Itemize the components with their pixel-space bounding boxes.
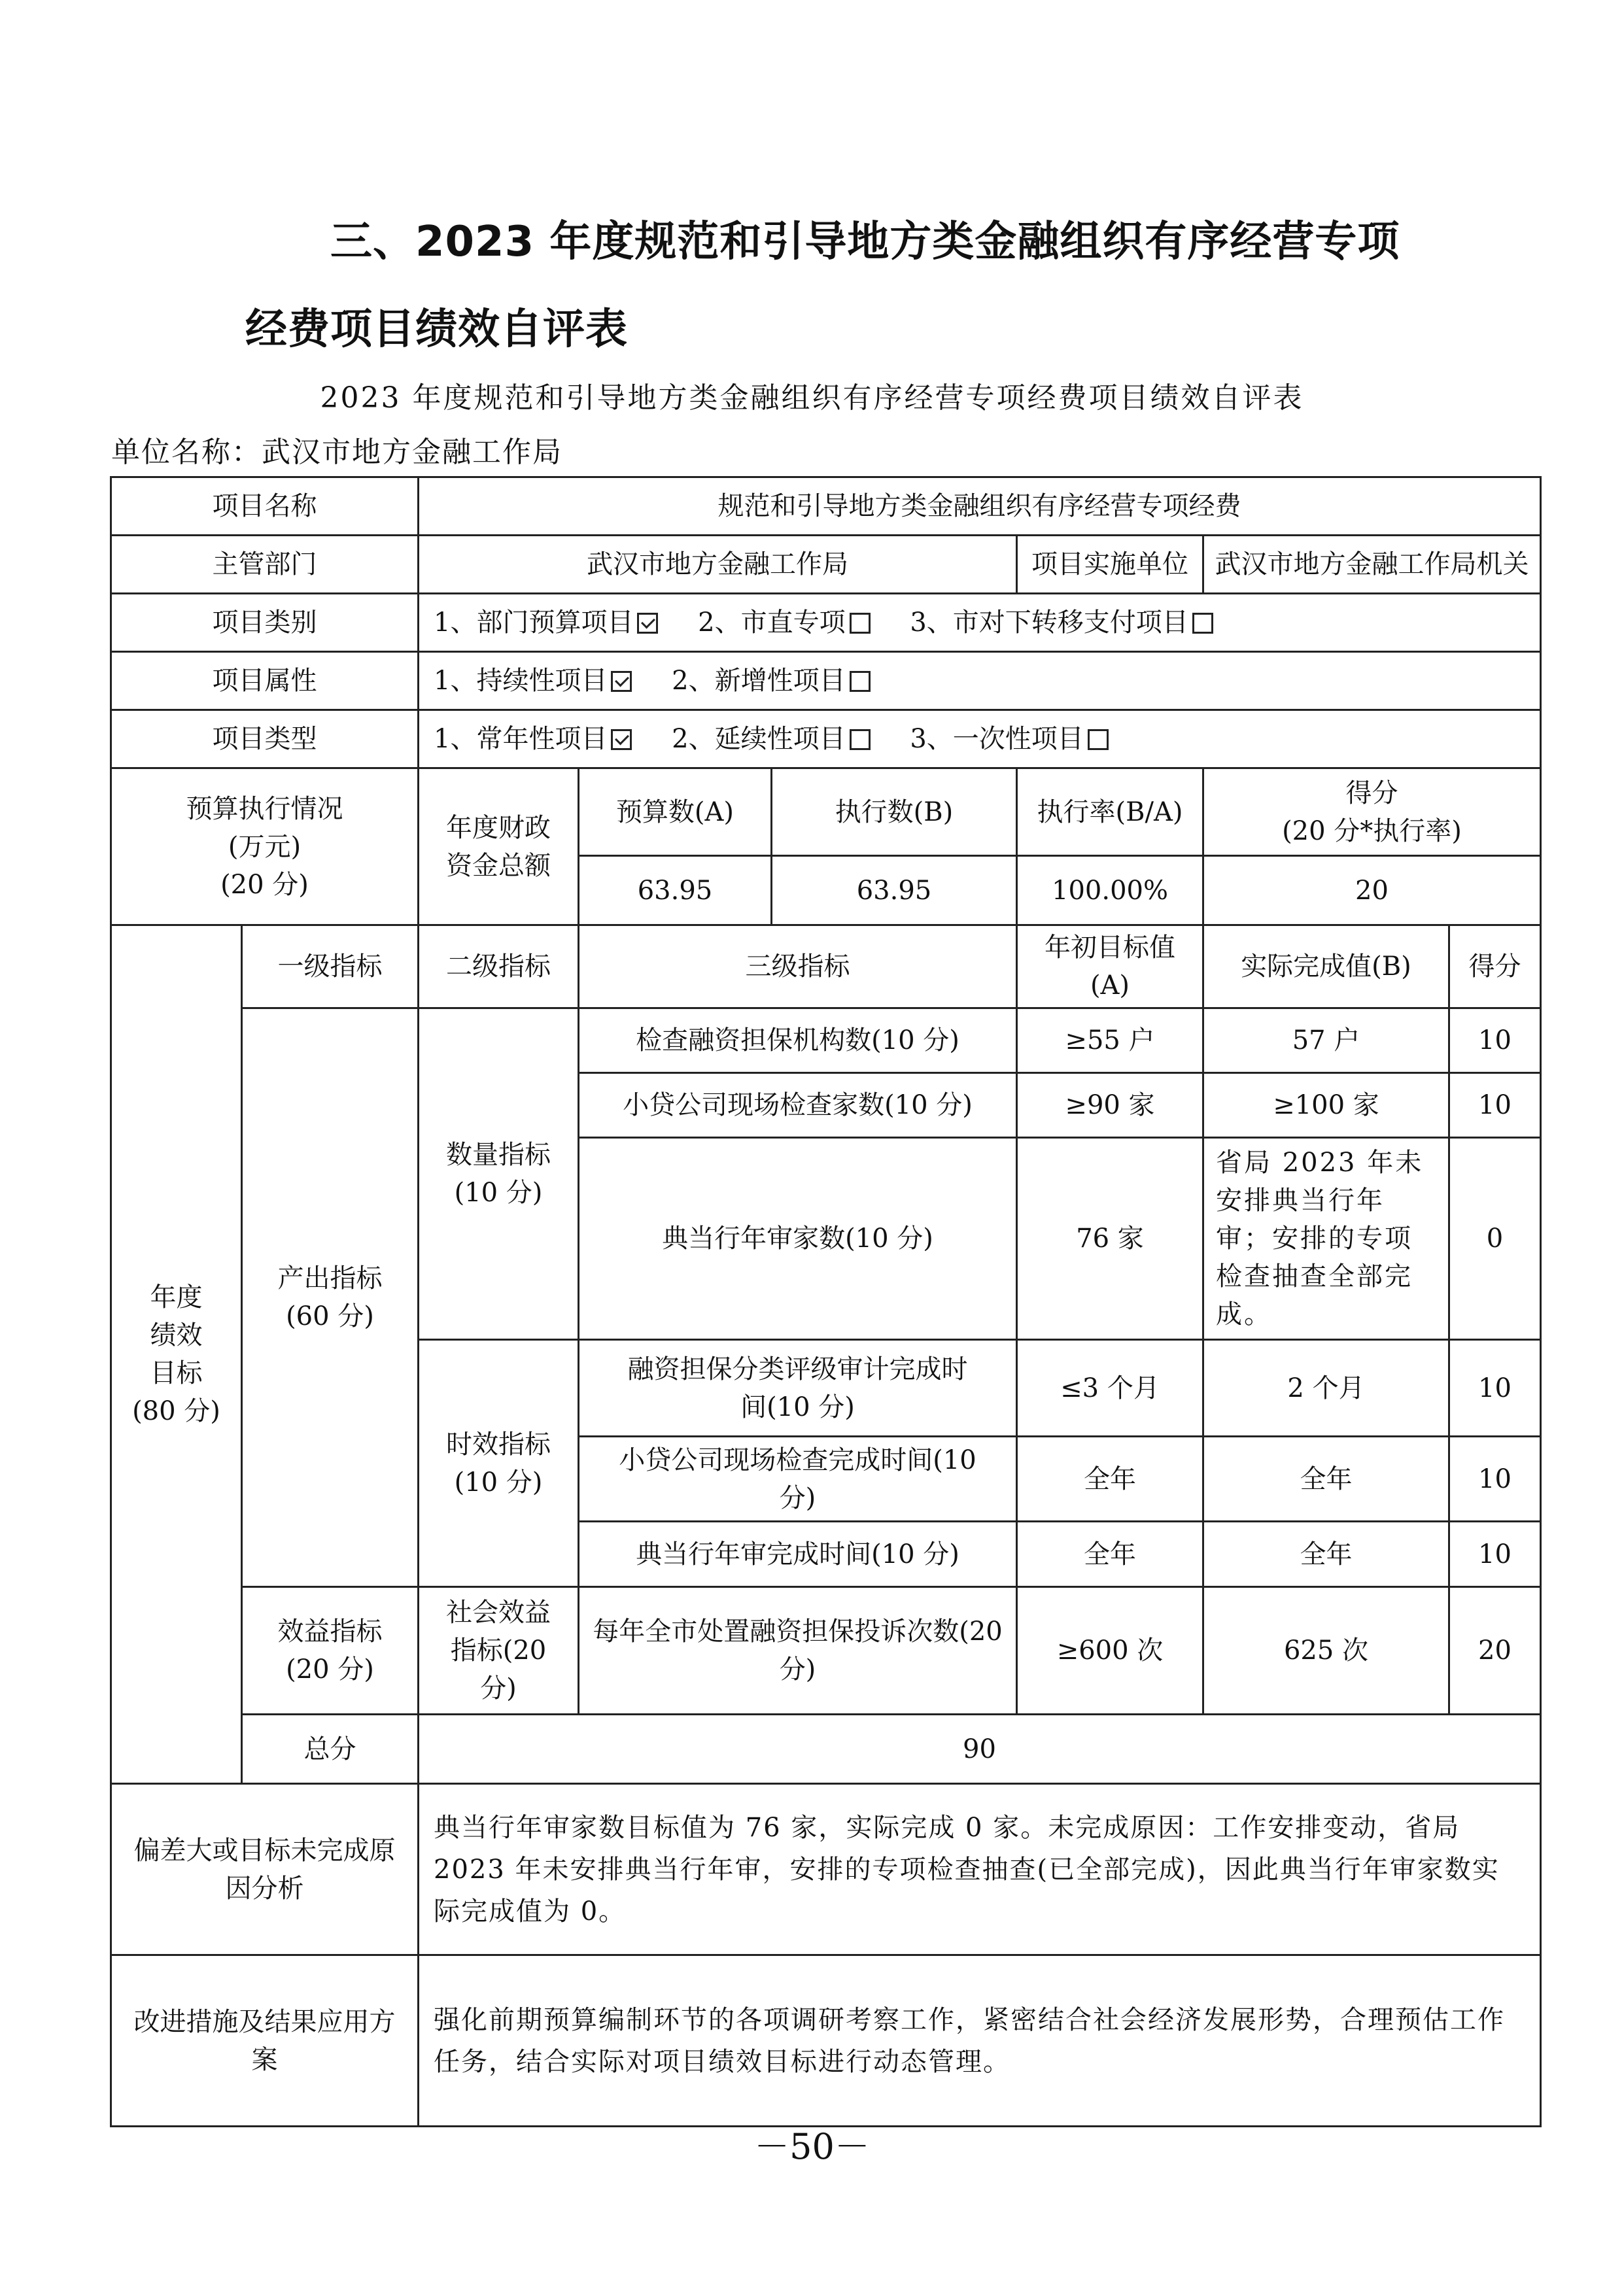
- indicator-actual: 625 次: [1203, 1587, 1449, 1715]
- execution-amount-header: 执行数(B): [772, 768, 1017, 856]
- budget-total-label: 年度财政 资金总额: [419, 768, 579, 925]
- category-options: [419, 594, 1541, 652]
- perf-label: 年度 绩效 目标 (80 分): [111, 925, 242, 1784]
- row-deviation: [111, 1784, 1541, 1955]
- indicator-actual: ≥100 家: [1203, 1073, 1449, 1138]
- indicator-target: 76 家: [1017, 1138, 1203, 1340]
- table-row: [111, 1008, 1541, 1073]
- attribute-option: 1、持续性项目: [434, 662, 632, 700]
- dept-label: 主管部门: [111, 536, 419, 594]
- category-option: 1、部门预算项目: [434, 604, 658, 642]
- budget-score-header: 得分 (20 分*执行率): [1203, 768, 1541, 856]
- indicator-name: 融资担保分类评级审计完成时间(10 分): [579, 1340, 1017, 1437]
- row-type: [111, 710, 1541, 768]
- indicator-score: 10: [1449, 1522, 1541, 1587]
- execution-rate-value: 100.00%: [1017, 856, 1203, 925]
- indicator-score: 20: [1449, 1587, 1541, 1715]
- category-option: 2、市直专项: [698, 604, 870, 642]
- output-indicator-label: 产出指标 (60 分): [242, 1008, 419, 1587]
- indicator-actual: 57 户: [1203, 1008, 1449, 1073]
- indicator-actual: 全年: [1203, 1522, 1449, 1587]
- indicator-actual: 2 个月: [1203, 1340, 1449, 1437]
- indicator-score: 10: [1449, 1073, 1541, 1138]
- deviation-label: 偏差大或目标未完成原因分析: [111, 1784, 419, 1955]
- indicator-actual: 省局 2023 年未安排典当行年审；安排的专项检查抽查全部完成。: [1203, 1138, 1449, 1340]
- indicator-target: ≥90 家: [1017, 1073, 1203, 1138]
- dept-value: 武汉市地方金融工作局: [419, 536, 1017, 594]
- execution-rate-header: 执行率(B/A): [1017, 768, 1203, 856]
- lvl2-header: 二级指标: [419, 925, 579, 1008]
- indicator-score: 10: [1449, 1437, 1541, 1522]
- category-label: 项目类别: [111, 594, 419, 652]
- attribute-options: [419, 652, 1541, 710]
- indicator-target: ≥600 次: [1017, 1587, 1203, 1715]
- indicator-name: 小贷公司现场检查家数(10 分): [579, 1073, 1017, 1138]
- page-heading-line2: 经费项目绩效自评表: [245, 305, 628, 354]
- indicator-target: ≤3 个月: [1017, 1340, 1203, 1437]
- indicator-score: 10: [1449, 1340, 1541, 1437]
- indicator-name: 典当行年审家数(10 分): [579, 1138, 1017, 1340]
- total-label: 总分: [242, 1715, 419, 1784]
- type-options: [419, 710, 1541, 768]
- attribute-option: 2、新增性项目: [672, 662, 870, 700]
- checkbox-empty-icon[interactable]: [1088, 729, 1109, 750]
- budget-amount-header: 预算数(A): [579, 768, 772, 856]
- unit-line: 单位名称：武汉市地方金融工作局: [111, 436, 562, 469]
- lvl1-header: 一级指标: [242, 925, 419, 1008]
- type-option: 1、常年性项目: [434, 720, 632, 758]
- improvement-text: 强化前期预算编制环节的各项调研考察工作，紧密结合社会经济发展形势，合理预估工作任务，结合实际对项目绩效目标进行动态管理。: [419, 1955, 1541, 2127]
- type-option: 3、一次性项目: [910, 720, 1108, 758]
- row-project-name: [111, 477, 1541, 536]
- indicator-name: 典当行年审完成时间(10 分): [579, 1522, 1017, 1587]
- quantity-indicator-label: 数量指标 (10 分): [419, 1008, 579, 1340]
- row-total: [111, 1715, 1541, 1784]
- indicator-target: 全年: [1017, 1522, 1203, 1587]
- checkbox-empty-icon[interactable]: [850, 671, 871, 692]
- timeliness-indicator-label: 时效指标 (10 分): [419, 1340, 579, 1587]
- indicator-name: 每年全市处置融资担保投诉次数(20 分): [579, 1587, 1017, 1715]
- indicator-name: 检查融资担保机构数(10 分): [579, 1008, 1017, 1073]
- indicator-score: 10: [1449, 1008, 1541, 1073]
- attribute-label: 项目属性: [111, 652, 419, 710]
- page-number: －50－: [754, 2126, 870, 2167]
- actual-header: 实际完成值(B): [1203, 925, 1449, 1008]
- checkbox-empty-icon[interactable]: [850, 613, 871, 634]
- project-name-label: 项目名称: [111, 477, 419, 536]
- row-attribute: [111, 652, 1541, 710]
- improvement-label: 改进措施及结果应用方案: [111, 1955, 419, 2127]
- category-option: 3、市对下转移支付项目: [910, 604, 1213, 642]
- budget-score-value: 20: [1203, 856, 1541, 925]
- row-category: [111, 594, 1541, 652]
- checkbox-empty-icon[interactable]: [850, 729, 871, 750]
- checkbox-checked-icon[interactable]: [611, 671, 632, 692]
- checkbox-checked-icon[interactable]: [637, 613, 658, 634]
- target-header: 年初目标值 (A): [1017, 925, 1203, 1008]
- budget-amount-value: 63.95: [579, 856, 772, 925]
- row-department: [111, 536, 1541, 594]
- indicator-target: ≥55 户: [1017, 1008, 1203, 1073]
- row-budget-header: [111, 768, 1541, 856]
- checkbox-checked-icon[interactable]: [611, 729, 632, 750]
- project-name-value: 规范和引导地方类金融组织有序经营专项经费: [419, 477, 1541, 536]
- row-indicator-header: [111, 925, 1541, 1008]
- impl-label: 项目实施单位: [1017, 536, 1203, 594]
- checkbox-empty-icon[interactable]: [1192, 613, 1213, 634]
- row-improvement: [111, 1955, 1541, 2127]
- indicator-actual: 全年: [1203, 1437, 1449, 1522]
- type-label: 项目类型: [111, 710, 419, 768]
- indicator-score: 0: [1449, 1138, 1541, 1340]
- type-option: 2、延续性项目: [672, 720, 870, 758]
- table-row: [111, 1587, 1541, 1715]
- benefit-indicator-label: 效益指标 (20 分): [242, 1587, 419, 1715]
- lvl3-header: 三级指标: [579, 925, 1017, 1008]
- indicator-target: 全年: [1017, 1437, 1203, 1522]
- indicator-name: 小贷公司现场检查完成时间(10 分): [579, 1437, 1017, 1522]
- score-header: 得分: [1449, 925, 1541, 1008]
- deviation-text: 典当行年审家数目标值为 76 家，实际完成 0 家。未完成原因：工作安排变动，省局 2023 年未安排典当行年审，安排的专项检查抽查(已全部完成)，因此典当行年审家数实际完成值为 0。: [419, 1784, 1541, 1955]
- page-heading-line1: 三、2023 年度规范和引导地方类金融组织有序经营专项: [330, 218, 1400, 266]
- total-value: 90: [419, 1715, 1541, 1784]
- evaluation-table: [110, 476, 1542, 2127]
- social-benefit-indicator-label: 社会效益 指标(20 分): [419, 1587, 579, 1715]
- execution-amount-value: 63.95: [772, 856, 1017, 925]
- impl-value: 武汉市地方金融工作局机关: [1203, 536, 1541, 594]
- table-title: 2023 年度规范和引导地方类金融组织有序经营专项经费项目绩效自评表: [320, 381, 1304, 415]
- budget-label: 预算执行情况 (万元) (20 分): [111, 768, 419, 925]
